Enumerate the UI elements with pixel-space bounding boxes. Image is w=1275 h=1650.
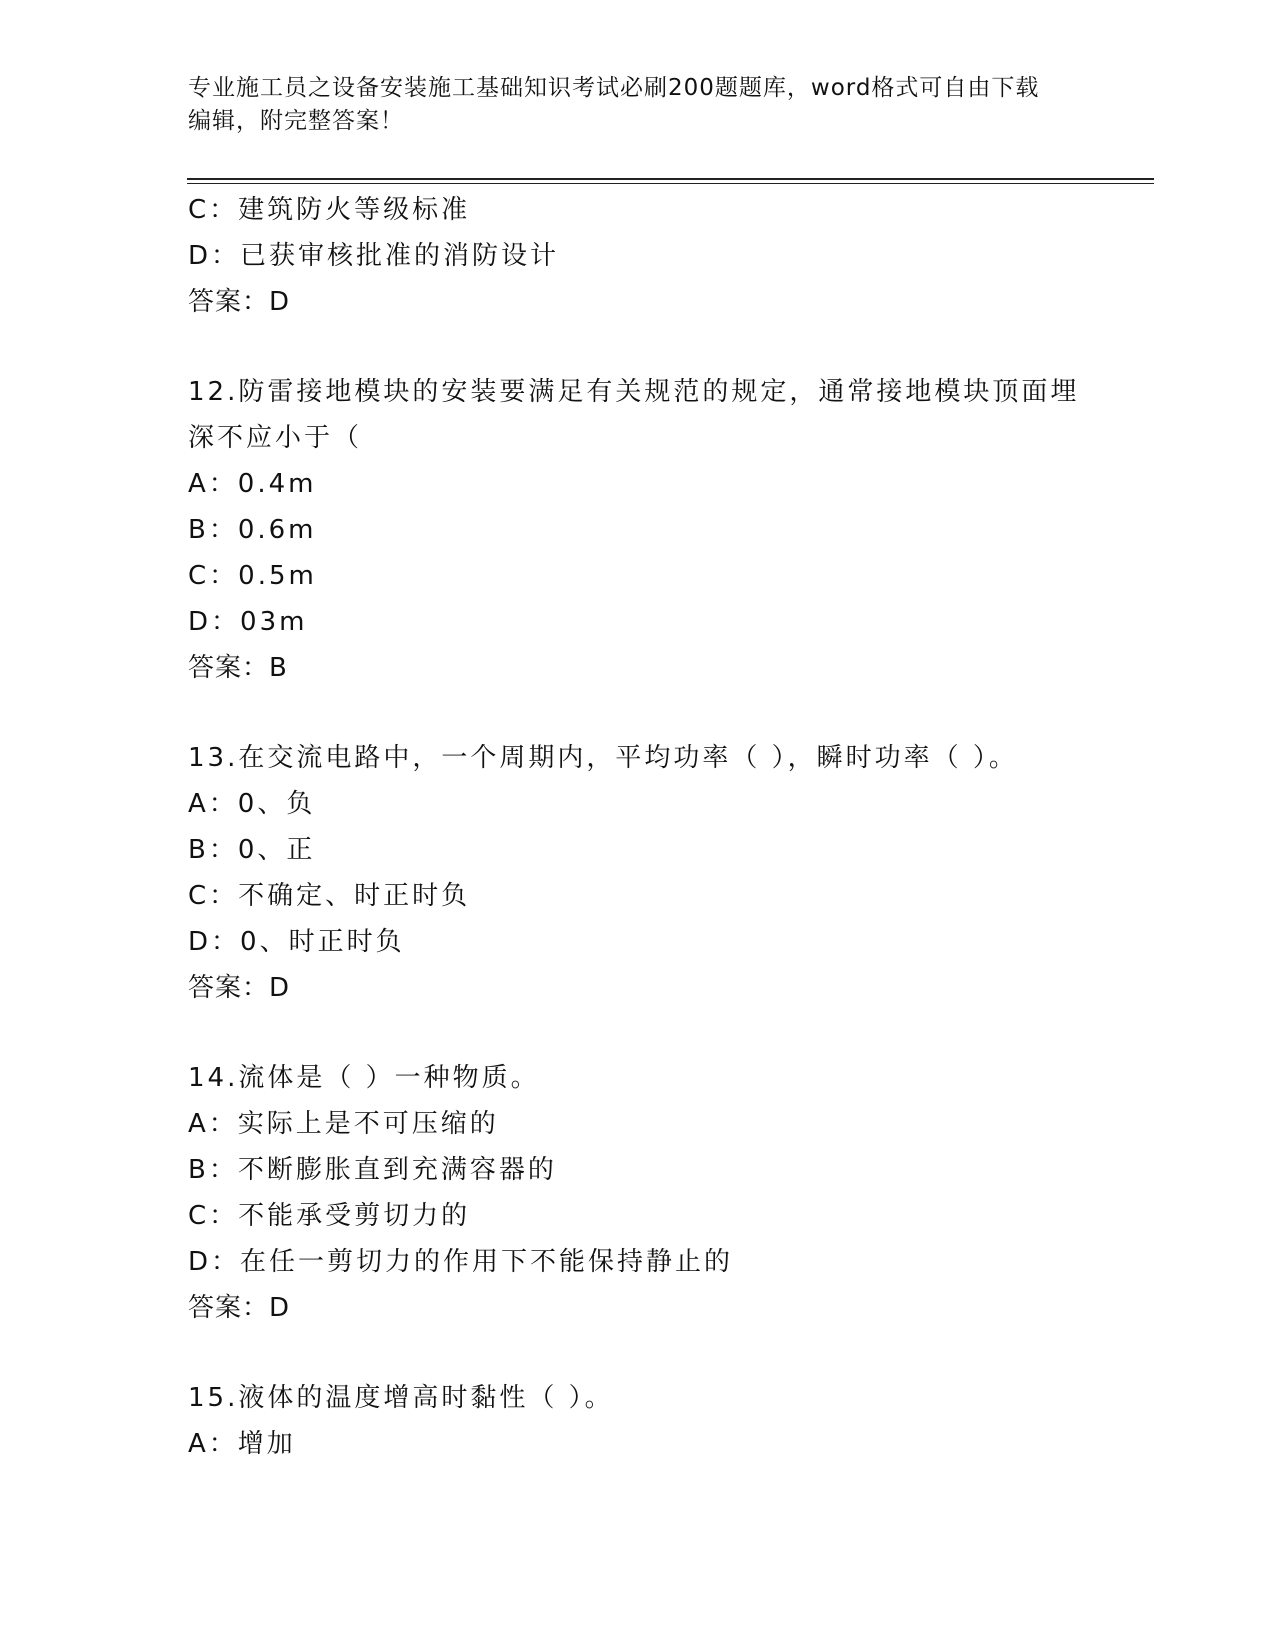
header-divider-thin — [187, 183, 1154, 184]
document-header — [188, 72, 1088, 138]
q13-option-a: A：0、负 — [188, 789, 316, 819]
q13-stem: 13.在交流电路中，一个周期内，平均功率（ ），瞬时功率（ ）。 — [188, 743, 1018, 773]
question-12 — [188, 369, 1088, 691]
q12-option-d: D：03m — [188, 607, 308, 637]
q11-option-d: D：已获审核批准的消防设计 — [188, 241, 560, 271]
q12-option-b: B：0.6m — [188, 515, 317, 545]
question-15 — [188, 1375, 1088, 1467]
q12-stem-line-2: 深不应小于（ — [188, 423, 363, 453]
spacer — [188, 325, 1088, 369]
header-line-2: 编辑，附完整答案！ — [188, 108, 404, 134]
q11-answer: 答案：D — [188, 287, 291, 317]
q13-option-b: B：0、正 — [188, 835, 316, 865]
q12-stem-line-1: 12.防雷接地模块的安装要满足有关规范的规定，通常接地模块顶面埋 — [188, 377, 1080, 407]
header-line-1: 专业施工员之设备安装施工基础知识考试必刷200题题库，word格式可自由下载 — [188, 75, 1040, 101]
q11-option-c: C：建筑防火等级标准 — [188, 195, 471, 225]
question-list — [188, 187, 1088, 1467]
header-divider-thick — [187, 178, 1154, 180]
q13-option-d: D：0、时正时负 — [188, 927, 405, 957]
q14-answer: 答案：D — [188, 1293, 291, 1323]
spacer — [188, 691, 1088, 735]
q14-option-c: C：不能承受剪切力的 — [188, 1201, 471, 1231]
q12-option-a: A：0.4m — [188, 469, 317, 499]
q15-stem: 15.液体的温度增高时黏性（ ）。 — [188, 1383, 614, 1413]
spacer — [188, 1331, 1088, 1375]
q12-answer: 答案：B — [188, 653, 288, 683]
question-13 — [188, 735, 1088, 1011]
q14-option-d: D：在任一剪切力的作用下不能保持静止的 — [188, 1247, 734, 1277]
question-11-tail — [188, 187, 1088, 325]
spacer — [188, 1011, 1088, 1055]
question-14 — [188, 1055, 1088, 1331]
q14-option-b: B：不断膨胀直到充满容器的 — [188, 1155, 557, 1185]
q14-stem: 14.流体是（ ）一种物质。 — [188, 1063, 540, 1093]
q14-option-a: A：实际上是不可压缩的 — [188, 1109, 499, 1139]
q13-option-c: C：不确定、时正时负 — [188, 881, 471, 911]
q12-option-c: C：0.5m — [188, 561, 317, 591]
q15-option-a: A：增加 — [188, 1429, 296, 1459]
q13-answer: 答案：D — [188, 973, 291, 1003]
